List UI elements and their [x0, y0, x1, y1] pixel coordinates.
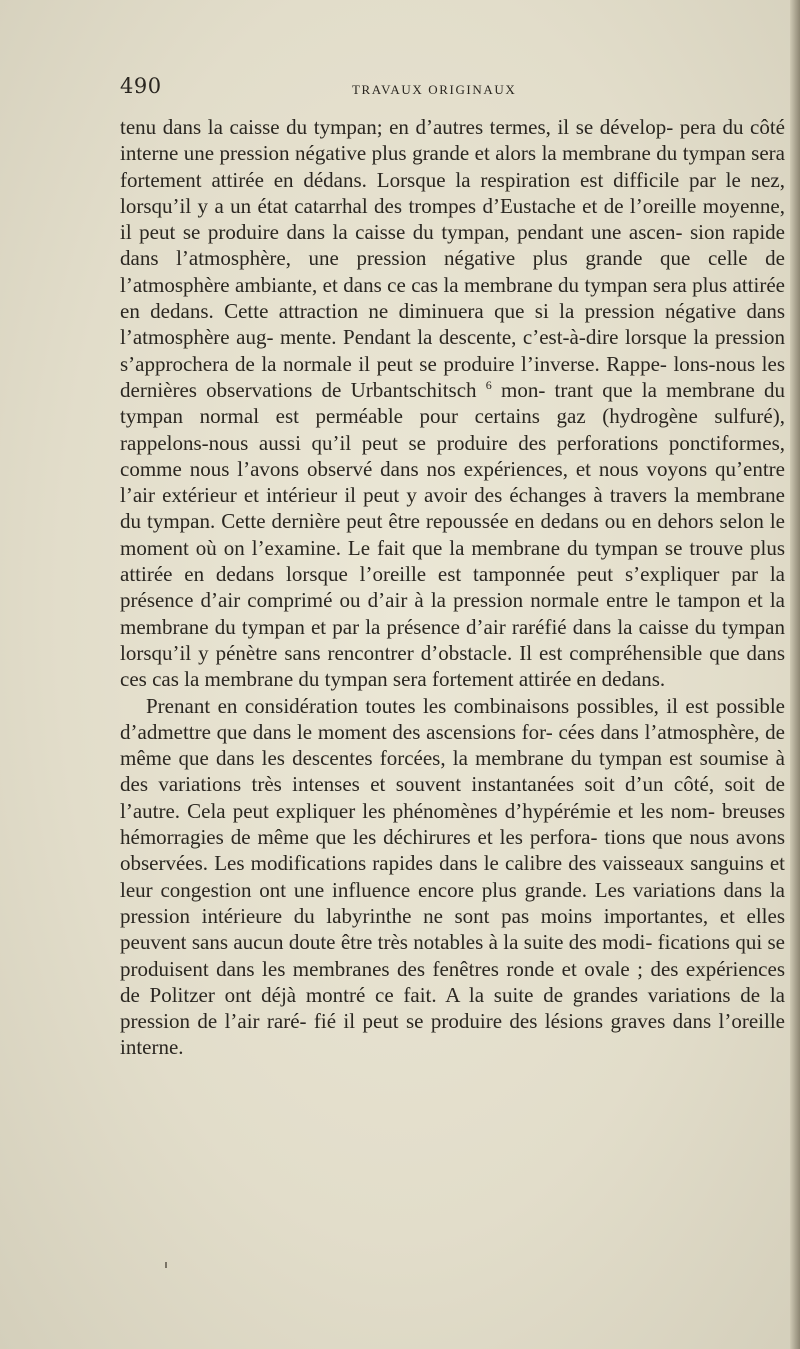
page-header: [120, 74, 785, 104]
print-speck: [165, 1262, 167, 1268]
body-text: [120, 114, 785, 1061]
paragraph-1: [120, 114, 785, 693]
footnote-reference: 6: [485, 377, 492, 392]
paragraph-1-part-1: tenu dans la caisse du tympan; en d’autres termes, il se dévelop- pera du côté interne une pression négative plus grande et alors la membrane du tympan sera fortement attirée en dédans. Lorsque la respiration est difficile par le nez, lorsqu’il y a un état catarrhal des trompes d’Eustache et de l’oreille moyenne, il peut se produire dans la caisse du tympan, pendant une ascen- sion rapide dans l’atmosphère, une pression négative plus grande que celle de l’atmosphère ambiante, et dans ce cas la membrane du tympan sera plus attirée en dedans. Cette attraction ne diminuera que si la pression négative dans l’atmosphère aug- mente. Pendant la descente, c’est-à-dire lorsque la pression s’approchera de la normale il peut se produire l’inverse. Rappe- lons-nous les dernières observations de Urbantschitsch: [120, 115, 785, 402]
page-edge-shadow: [790, 0, 800, 1349]
running-title: TRAVAUX ORIGINAUX: [352, 82, 517, 97]
paragraph-1-part-2: mon- trant que la membrane du tympan normal est perméable pour certains gaz (hydrogène sulfuré), rappelons-nous aussi qu’il peut se produire des perforations ponctiformes, comme nous l’avons observé dans nos expériences, et nous voyons qu’entre l’air extérieur et intérieur il peut y avoir des échanges à travers la membrane du tympan. Cette dernière peut être repoussée en dedans ou en dehors selon le moment où on l’examine. Le fait que la membrane du tympan se trouve plus attirée en dedans lorsque l’oreille est tamponnée peut s’expliquer par la présence d’air comprimé ou d’air à la pression normale entre le tampon et la membrane du tympan et par la présence d’air raréfié dans la caisse du tympan lorsqu’il y pénètre sans rencontrer d’obstacle. Il est compréhensible que dans ces cas la membrane du tympan sera fortement attirée en dedans.: [120, 377, 785, 692]
page-number: 490: [120, 74, 162, 98]
paragraph-2: Prenant en considération toutes les combinaisons possibles, il est possible d’admettre que dans le moment des ascensions for- cées dans l’atmosphère, de même que dans les descentes forcées, la membrane du tympan est soumise à des variations très intenses et souvent instantanées soit d’un côté, soit de l’autre. Cela peut expliquer les phénomènes d’hypérémie et les nom- breuses hémorragies de même que les déchirures et les perfora- tions que nous avons observées. Les modifications rapides dans le calibre des vaisseaux sanguins et leur congestion ont une influence encore plus grande. Les variations dans la pression intérieure du labyrinthe ne sont pas moins importantes, et elles peuvent sans aucun doute être très notables à la suite des modi- fications qui se produisent dans les membranes des fenêtres ronde et ovale ; des expériences de Politzer ont déjà montré ce fait. A la suite de grandes variations de la pression de l’air raré- fié il peut se produire des lésions graves dans l’oreille interne.: [120, 693, 785, 1060]
